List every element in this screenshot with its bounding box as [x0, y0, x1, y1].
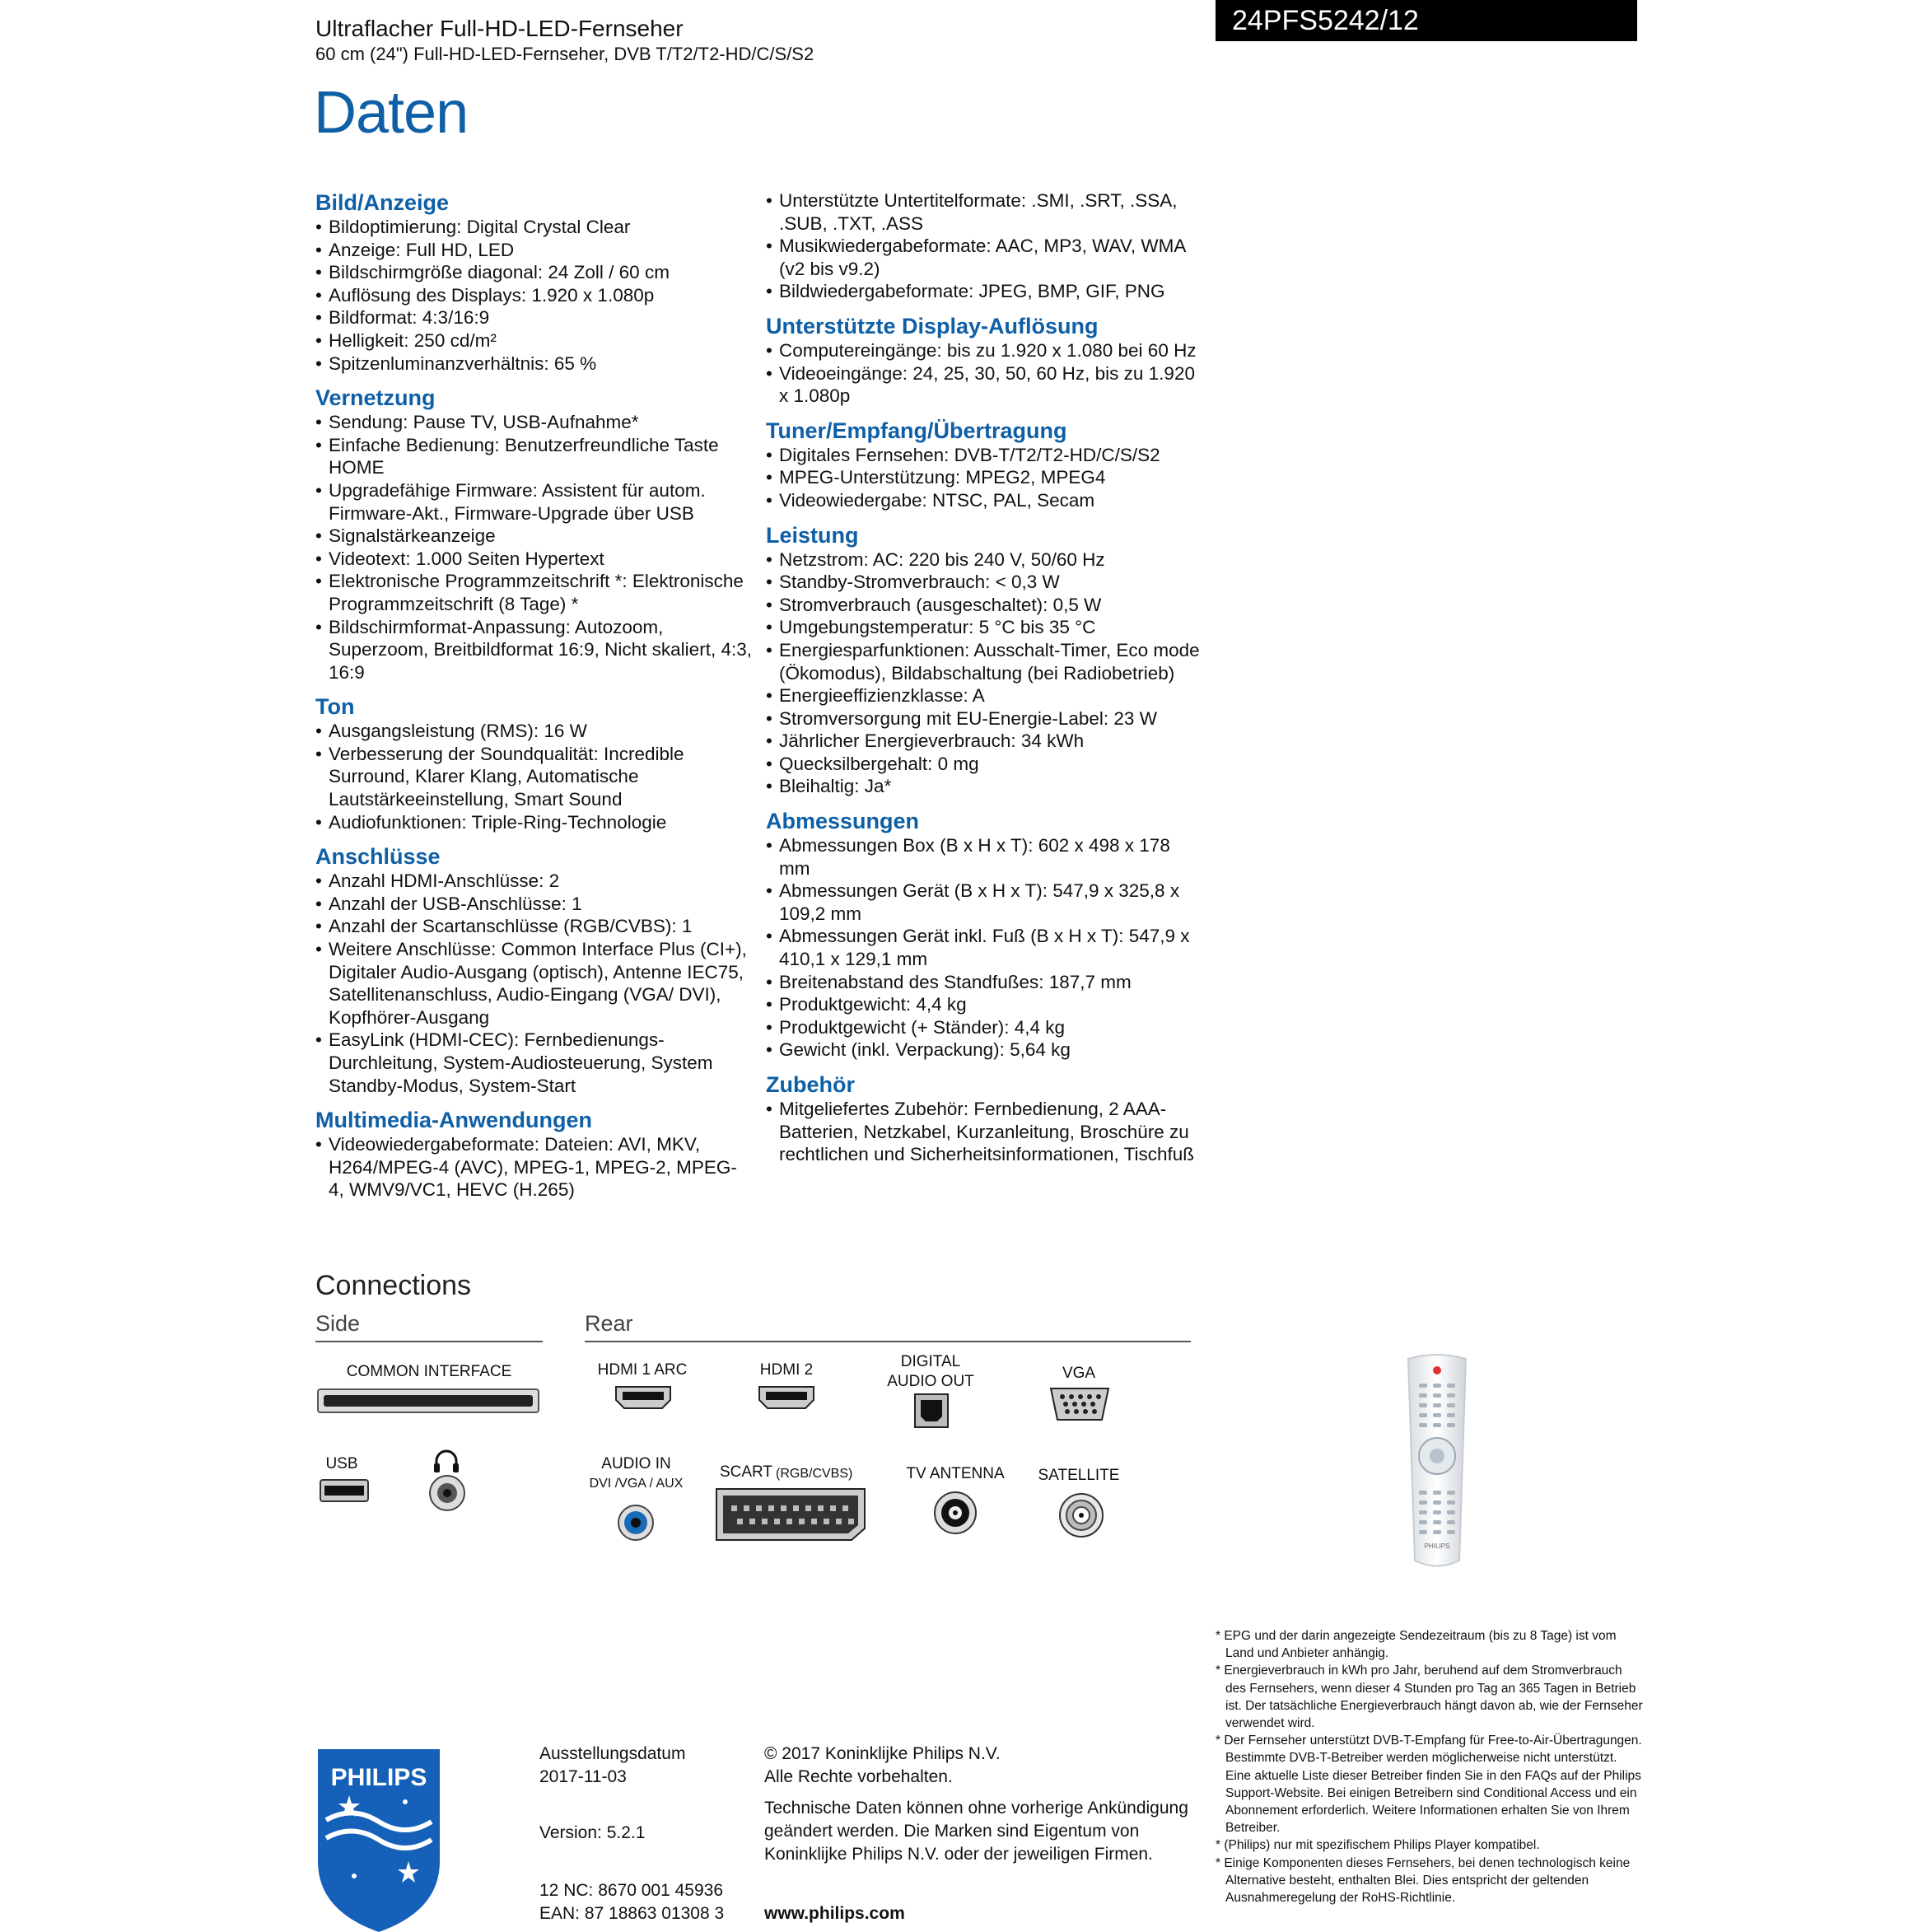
headphone-jack-icon	[428, 1474, 466, 1512]
spec-item: • Anzahl der Scartanschlüsse (RGB/CVBS): 1	[315, 915, 752, 938]
tv-antenna-port-icon	[933, 1491, 978, 1535]
spec-item: • Standby-Stromverbrauch: < 0,3 W	[766, 571, 1202, 594]
audio-in-sublabel: DVI /VGA / AUX	[589, 1477, 684, 1491]
spec-item: • Produktgewicht: 4,4 kg	[766, 993, 1202, 1016]
remote-button	[1447, 1500, 1455, 1505]
audio-in-jack-icon	[617, 1504, 655, 1542]
remote-button	[1419, 1530, 1427, 1534]
scart-pin	[848, 1519, 854, 1524]
scart-pin	[768, 1505, 774, 1511]
spec-item: • Energiesparfunktionen: Ausschalt-Timer, Eco mode (Ökomodus), Bildabschaltung (bei Radiobetrieb)	[766, 639, 1202, 684]
spec-item: • Anzahl der USB-Anschlüsse: 1	[315, 893, 752, 916]
vga-port-icon	[1049, 1387, 1110, 1421]
spec-item: • Bildschirmgröße diagonal: 24 Zoll / 60 cm	[315, 261, 752, 284]
scart-pin	[793, 1505, 799, 1511]
connections-title: Connections	[315, 1270, 472, 1301]
spec-list	[766, 548, 1202, 799]
footnote: * Der Fernseher unterstützt DVB-T-Empfang für Free-to-Air-Übertragungen. Bestimmte DVB-T-Betreiber werden möglicherweise nicht unterstützt. Eine aktuelle Liste dieser Betreiber finden Sie in den FAQs auf der Philips Support-Website. Bei einigen Betreibern sind Conditional Access und ein Abonnement erforderlich. Weitere Informationen erhalten Sie von Ihrem Betreiber.	[1216, 1734, 1642, 1836]
spec-list	[766, 1098, 1202, 1166]
remote-control-image	[1392, 1351, 1482, 1573]
logo-text: PHILIPS	[330, 1764, 427, 1791]
spec-item: • Videowiedergabeformate: Dateien: AVI, MKV, H264/MPEG-4 (AVC), MPEG-1, MPEG-2, MPEG-4, WMV9/VC1, HEVC (H.265)	[315, 1133, 752, 1202]
remote-button	[1433, 1423, 1441, 1427]
spec-item: • Energieeffizienzklasse: A	[766, 684, 1202, 707]
page-title: Daten	[314, 80, 469, 146]
section-title: Zubehör	[766, 1072, 855, 1097]
philips-shield-logo	[313, 1746, 445, 1932]
spec-item: • Weitere Anschlüsse: Common Interface Plus (CI+), Digitaler Audio-Ausgang (optisch), Antenne IEC75, Satellitenanschluss, Audio-Eingang (VGA/ DVI), Kopfhörer-Ausgang	[315, 938, 752, 1029]
remote-button	[1433, 1384, 1441, 1388]
nc-number: 12 NC: 8670 001 45936	[539, 1881, 724, 1900]
spec-list	[315, 1133, 752, 1202]
spec-list	[766, 339, 1202, 408]
spec-item: • Anzahl HDMI-Anschlüsse: 2	[315, 870, 752, 893]
scart-pin	[781, 1505, 786, 1511]
spec-item: • Abmessungen Box (B x H x T): 602 x 498 x 178 mm	[766, 834, 1202, 880]
model-number: 24PFS5242/12	[1216, 0, 1637, 41]
spec-item: • Unterstützte Untertitelformate: .SMI, .SRT, .SSA, .SUB, .TXT, .ASS	[766, 189, 1202, 235]
remote-button	[1419, 1384, 1427, 1388]
scart-pin	[842, 1505, 848, 1511]
spec-item: • Musikwiedergabeformate: AAC, MP3, WAV, WMA (v2 bis v9.2)	[766, 235, 1202, 280]
issue-date-label: Ausstellungsdatum	[539, 1744, 686, 1763]
spec-item: • Stromversorgung mit EU-Energie-Label: 23 W	[766, 707, 1202, 730]
scart-pin	[744, 1505, 749, 1511]
spec-column-left	[315, 189, 752, 1202]
spec-list	[315, 411, 752, 684]
spec-item: • Umgebungstemperatur: 5 °C bis 35 °C	[766, 616, 1202, 639]
rights: Alle Rechte vorbehalten.	[764, 1767, 953, 1786]
remote-button	[1433, 1393, 1441, 1398]
spec-column-right	[766, 189, 1202, 1166]
spec-item: • Upgradefähige Firmware: Assistent für autom. Firmware-Akt., Firmware-Upgrade über USB	[315, 479, 752, 525]
spec-item: • Videowiedergabe: NTSC, PAL, Secam	[766, 489, 1202, 512]
copyright: © 2017 Koninklijke Philips N.V.	[764, 1744, 1001, 1763]
spec-item: • Gewicht (inkl. Verpackung): 5,64 kg	[766, 1038, 1202, 1062]
spec-item: • Stromverbrauch (ausgeschaltet): 0,5 W	[766, 594, 1202, 617]
spec-item: • Bleihaltig: Ja*	[766, 775, 1202, 798]
headphone-icon	[432, 1448, 461, 1474]
remote-button	[1433, 1491, 1441, 1495]
spec-item: • Mitgeliefertes Zubehör: Fernbedienung, 2 AAA-Batterien, Netzkabel, Kurzanleitung, Broschüre zu rechtlichen und Sicherheitsinformationen, Tischfuß	[766, 1098, 1202, 1166]
scart-pin	[749, 1519, 755, 1524]
scart-label: SCART	[719, 1463, 772, 1481]
issue-date: 2017-11-03	[539, 1767, 627, 1786]
digital-audio-label-1: DIGITAL	[900, 1353, 961, 1370]
footnotes	[1216, 1627, 1644, 1906]
scart-pin	[731, 1505, 737, 1511]
spec-item: • Sendung: Pause TV, USB-Aufnahme*	[315, 411, 752, 434]
remote-button	[1419, 1491, 1427, 1495]
scart-pin	[818, 1505, 824, 1511]
footnote: * EPG und der darin angezeigte Sendezeitraum (bis zu 8 Tage) ist vom Land und Anbieter anhängig.	[1216, 1629, 1617, 1661]
satellite-port-icon	[1058, 1492, 1104, 1538]
common-interface-label: COMMON INTERFACE	[346, 1363, 512, 1380]
spec-item: • Spitzenluminanzverhältnis: 65 %	[315, 352, 752, 376]
spec-item: • Ausgangsleistung (RMS): 16 W	[315, 720, 752, 743]
spec-item: • Abmessungen Gerät inkl. Fuß (B x H x T): 547,9 x 410,1 x 129,1 mm	[766, 925, 1202, 970]
section-title: Ton	[315, 694, 355, 720]
remote-button	[1447, 1510, 1455, 1514]
scart-sublabel: (RGB/CVBS)	[776, 1467, 853, 1481]
spec-item: • Signalstärkeanzeige	[315, 525, 752, 548]
section-title: Bild/Anzeige	[315, 190, 450, 215]
spec-item: • Helligkeit: 250 cd/m²	[315, 329, 752, 352]
remote-button	[1433, 1500, 1441, 1505]
spec-item: • Bildformat: 4:3/16:9	[315, 306, 752, 329]
spec-item: • Quecksilbergehalt: 0 mg	[766, 753, 1202, 776]
spec-list	[315, 216, 752, 375]
scart-pin	[805, 1505, 811, 1511]
hdmi1-label: HDMI 1 ARC	[597, 1361, 688, 1379]
spec-item: • Videoeingänge: 24, 25, 30, 50, 60 Hz, bis zu 1.920 x 1.080p	[766, 362, 1202, 408]
spec-item: • Bildschirmformat-Anpassung: Autozoom, Superzoom, Breitbildformat 16:9, Nicht skaliert, 4:3, 16:9	[315, 616, 752, 684]
optical-port-icon	[914, 1393, 949, 1428]
remote-button	[1433, 1520, 1441, 1524]
remote-button	[1447, 1491, 1455, 1495]
spec-item: • Auflösung des Displays: 1.920 x 1.080p	[315, 284, 752, 307]
common-interface-slot-icon	[317, 1388, 539, 1413]
side-divider	[315, 1341, 543, 1342]
website-link[interactable]: www.philips.com	[764, 1904, 905, 1923]
scart-pin	[799, 1519, 805, 1524]
disclaimer: Technische Daten können ohne vorherige Ankündigung geändert werden. Die Marken sind Eigentum von Koninklijke Philips N.V. oder der jeweiligen Firmen.	[764, 1799, 1188, 1864]
spec-item: • Elektronische Programmzeitschrift *: Elektronische Programmzeitschrift (8 Tage) *	[315, 570, 752, 615]
spec-item: • MPEG-Unterstützung: MPEG2, MPEG4	[766, 466, 1202, 489]
scart-port-icon	[715, 1487, 866, 1542]
spec-list	[766, 444, 1202, 512]
spec-item: • Netzstrom: AC: 220 bis 240 V, 50/60 Hz	[766, 548, 1202, 572]
spec-item: • Verbesserung der Soundqualität: Incredible Surround, Klarer Klang, Automatische Lautstärkeeinstellung, Smart Sound	[315, 743, 752, 811]
spec-item: • Einfache Bedienung: Benutzerfreundliche Taste HOME	[315, 434, 752, 479]
spec-item: • Anzeige: Full HD, LED	[315, 239, 752, 262]
remote-button	[1447, 1530, 1455, 1534]
usb-port-icon	[320, 1479, 369, 1502]
version: Version: 5.2.1	[539, 1823, 646, 1842]
remote-button	[1419, 1413, 1427, 1417]
side-label: Side	[315, 1311, 361, 1336]
remote-button	[1447, 1393, 1455, 1398]
scart-pin	[811, 1519, 817, 1524]
remote-button	[1447, 1403, 1455, 1407]
spec-list	[315, 870, 752, 1097]
spec-item: • Videotext: 1.000 Seiten Hypertext	[315, 548, 752, 571]
spec-item: • Bildoptimierung: Digital Crystal Clear	[315, 216, 752, 239]
remote-button	[1419, 1500, 1427, 1505]
section-title: Leistung	[766, 522, 859, 548]
footnote: * Einige Komponenten dieses Fernsehers, bei denen technologisch keine Alternative besteht, enthalten Blei. Dies entspricht der geltenden Ausnahmeregelung der RoHS-Richtlinie.	[1216, 1855, 1631, 1906]
scart-pin	[762, 1519, 768, 1524]
remote-button	[1419, 1520, 1427, 1524]
spec-item: • Digitales Fernsehen: DVB-T/T2/T2-HD/C/S/S2	[766, 444, 1202, 467]
footnote: * Energieverbrauch in kWh pro Jahr, beruhend auf dem Stromverbrauch des Fernsehers, wenn dieser 4 Stunden pro Tag an 365 Tagen in Betrieb ist. Der tatsächliche Energieverbrauch hängt davon ab, wie der Fernseher verwendet wird.	[1216, 1664, 1643, 1731]
remote-button	[1447, 1384, 1455, 1388]
remote-button	[1419, 1423, 1427, 1427]
remote-button	[1433, 1510, 1441, 1514]
remote-button	[1447, 1520, 1455, 1524]
product-subtitle: 60 cm (24") Full-HD-LED-Fernseher, DVB T/T2/T2-HD/C/S/S2	[315, 44, 814, 64]
remote-button	[1447, 1423, 1455, 1427]
remote-brand-text: PHILIPS	[1424, 1542, 1450, 1550]
digital-audio-label-2: AUDIO OUT	[887, 1373, 974, 1390]
hdmi2-label: HDMI 2	[759, 1361, 814, 1379]
scart-pin	[737, 1519, 743, 1524]
spec-list	[766, 834, 1202, 1062]
section-title: Unterstützte Display-Auflösung	[766, 313, 1099, 338]
section-title: Anschlüsse	[315, 844, 441, 870]
remote-button	[1433, 1413, 1441, 1417]
spec-item: • Computereingänge: bis zu 1.920 x 1.080 bei 60 Hz	[766, 339, 1202, 362]
scart-pin	[756, 1505, 762, 1511]
spec-item: • Breitenabstand des Standfußes: 187,7 mm	[766, 971, 1202, 994]
remote-button	[1419, 1393, 1427, 1398]
section-title: Multimedia-Anwendungen	[315, 1108, 592, 1133]
section-title: Tuner/Empfang/Übertragung	[766, 418, 1067, 443]
footnote: * (Philips) nur mit spezifischem Philips Player kompatibel.	[1216, 1838, 1540, 1853]
remote-button	[1433, 1403, 1441, 1407]
rear-label: Rear	[585, 1311, 633, 1336]
satellite-label: SATELLITE	[1038, 1467, 1120, 1484]
scart-pin	[786, 1519, 792, 1524]
spec-item: • Jährlicher Energieverbrauch: 34 kWh	[766, 730, 1202, 753]
spec-list	[315, 720, 752, 833]
product-title: Ultraflacher Full-HD-LED-Fernseher	[315, 16, 684, 41]
audio-in-label: AUDIO IN	[601, 1455, 671, 1472]
spec-item: • Abmessungen Gerät (B x H x T): 547,9 x 325,8 x 109,2 mm	[766, 880, 1202, 925]
spec-item: • Audiofunktionen: Triple-Ring-Technologie	[315, 811, 752, 834]
scart-pin	[830, 1505, 836, 1511]
scart-pin	[774, 1519, 780, 1524]
remote-button	[1419, 1510, 1427, 1514]
scart-pin	[836, 1519, 842, 1524]
spec-item: • Produktgewicht (+ Ständer): 4,4 kg	[766, 1016, 1202, 1039]
hdmi1-port-icon	[614, 1385, 672, 1410]
vga-label: VGA	[1062, 1365, 1096, 1382]
remote-button	[1419, 1403, 1427, 1407]
usb-label: USB	[325, 1455, 358, 1472]
ean-number: EAN: 87 18863 01308 3	[539, 1904, 725, 1923]
remote-button	[1433, 1530, 1441, 1534]
hdmi2-port-icon	[758, 1385, 815, 1410]
section-title: Vernetzung	[315, 385, 436, 411]
rear-divider	[585, 1341, 1191, 1342]
spec-list	[766, 189, 1202, 303]
tv-antenna-label: TV ANTENNA	[906, 1465, 1005, 1482]
spec-item: • Bildwiedergabeformate: JPEG, BMP, GIF, PNG	[766, 280, 1202, 303]
spec-item: • EasyLink (HDMI-CEC): Fernbedienungs-Durchleitung, System-Audiosteuerung, System Standby-Modus, System-Start	[315, 1029, 752, 1097]
section-title: Abmessungen	[766, 809, 920, 834]
remote-button	[1447, 1413, 1455, 1417]
scart-pin	[824, 1519, 829, 1524]
